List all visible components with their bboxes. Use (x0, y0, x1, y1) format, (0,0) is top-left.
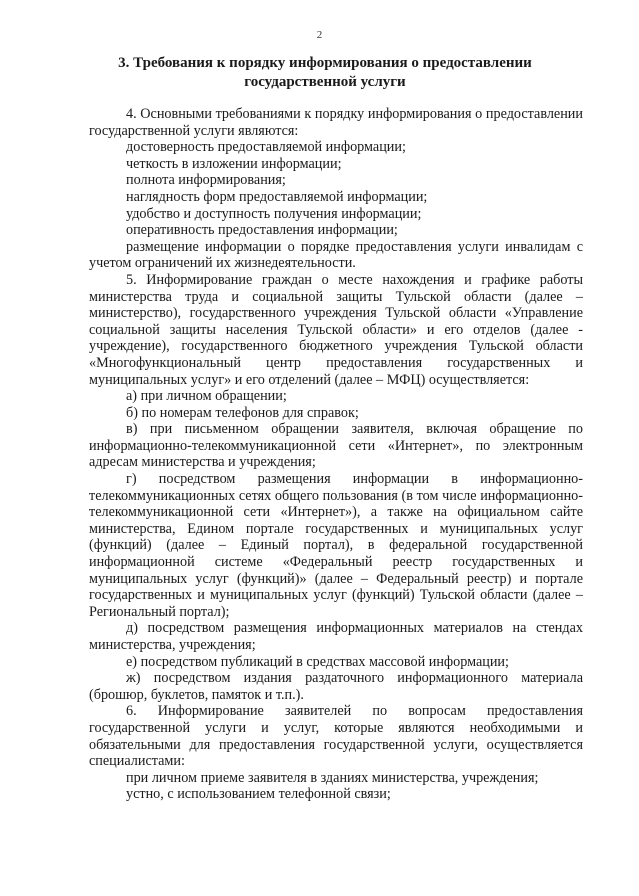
list-item: б) по номерам телефонов для справок; (126, 404, 359, 421)
list-item: четкость в изложении информации; (126, 155, 342, 172)
paragraph-6: 6. Информирование заявителей по вопросам предоставления государственной услуги и услуг, которые являются необходимыми и обязательными для предоставления государственной услуги, осуществляется специалистами: (89, 703, 583, 770)
list-item: полнота информирования; (126, 172, 286, 189)
document-body (89, 106, 583, 803)
list-item: размещение информации о порядке предоставления услуги инвалидам с учетом ограничений их жизнедеятельности. (89, 238, 583, 272)
list-item: в) при письменном обращении заявителя, включая обращение по информационно-телекоммуникационной сети «Интернет», по электронным адресам министерства и учреждения; (89, 421, 583, 471)
list-item: д) посредством размещения информационных материалов на стендах министерства, учреждения; (89, 620, 583, 653)
list-item: устно, с использованием телефонной связи; (126, 786, 391, 803)
list-item: достоверность предоставляемой информации; (126, 139, 406, 156)
list-item: удобство и доступность получения информации; (126, 205, 422, 222)
section-heading-line-2: государственной услуги (244, 73, 406, 90)
list-item: ж) посредством издания раздаточного информационного материала (брошюр, буклетов, памяток и т.п.). (89, 670, 583, 703)
page-number: 2 (316, 29, 323, 41)
list-item: а) при личном обращении; (126, 388, 287, 405)
list-item: оперативность предоставления информации; (126, 222, 398, 239)
paragraph-5: 5. Информирование граждан о месте нахождения и графике работы министерства труда и социальной защиты Тульской области (далее – министерство), государственного учреждения Тульской области «Управление социальной защиты населения Тульской области» и его отделов (далее - учреждение), государственного бюджетного учреждения Тульской области «Многофункциональный центр предоставления государственных и муниципальных услуг» и его отделений (далее – МФЦ) осуществляется: (89, 271, 583, 388)
section-heading-line-1: 3. Требования к порядку информирования о предоставлении (118, 55, 532, 71)
section-heading (110, 54, 540, 91)
list-item: е) посредством публикаций в средствах массовой информации; (126, 653, 509, 670)
paragraph-4: 4. Основными требованиями к порядку информирования о предоставлении государственной услуги являются: (89, 106, 583, 139)
list-item: г) посредством размещения информации в информационно-телекоммуникационных сетях общего пользования (в том числе информационно-телекоммуникационной сети «Интернет»), а также на официальном сайте министерства, Едином портале государственных и муниципальных услуг (функций) (далее – Единый портал), в федеральной государственной информационной системе «Федеральный реестр государственных и муниципальных услуг (функций)» (далее – Федеральный реестр) и портале государственных и муниципальных услуг (функций) Тульской области (далее – Региональный портал); (89, 471, 583, 620)
list-item: при личном приеме заявителя в зданиях министерства, учреждения; (126, 769, 539, 786)
list-item: наглядность форм предоставляемой информации; (126, 188, 428, 205)
